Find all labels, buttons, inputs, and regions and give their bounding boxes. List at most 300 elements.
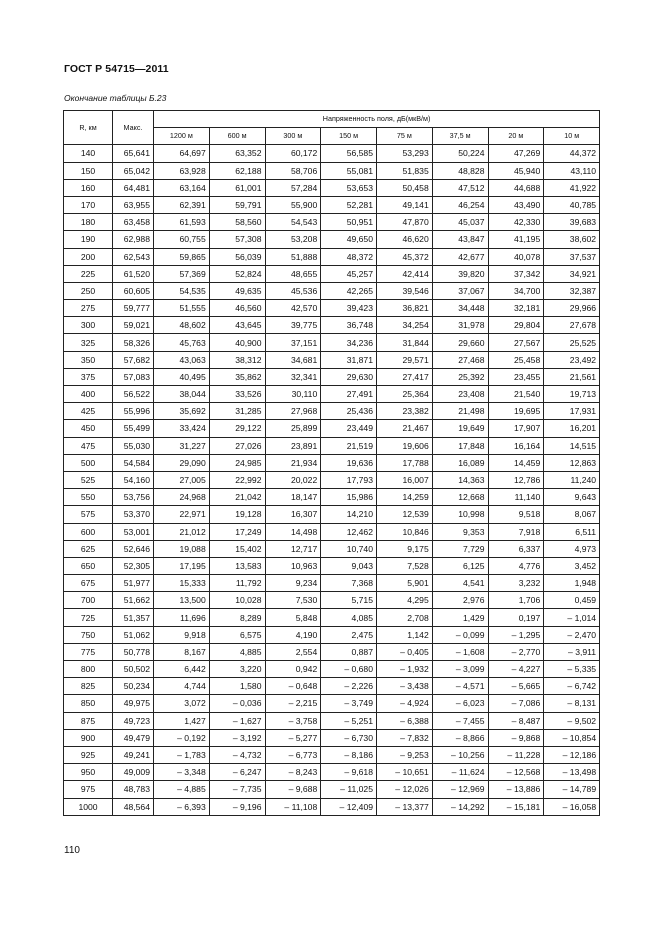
antenna-height-header: 10 м — [544, 128, 600, 145]
field-strength-cell: 37,067 — [432, 282, 488, 299]
field-strength-cell: 37,342 — [488, 265, 544, 282]
field-strength-cell: 38,312 — [209, 351, 265, 368]
max-value-cell: 62,988 — [113, 231, 154, 248]
field-strength-cell: – 6,023 — [432, 695, 488, 712]
field-strength-cell: – 14,292 — [432, 798, 488, 815]
field-strength-cell: 51,835 — [377, 162, 433, 179]
field-strength-cell: 35,862 — [209, 368, 265, 385]
field-strength-cell: 10,740 — [321, 540, 377, 557]
distance-cell: 925 — [64, 746, 113, 763]
field-strength-cell: 46,254 — [432, 196, 488, 213]
field-strength-cell: 41,922 — [544, 179, 600, 196]
field-strength-cell: 23,891 — [265, 437, 321, 454]
field-strength-cell: 0,459 — [544, 592, 600, 609]
field-strength-cell: 61,001 — [209, 179, 265, 196]
field-strength-cell: 27,005 — [154, 471, 210, 488]
field-strength-cell: – 3,758 — [265, 712, 321, 729]
field-strength-cell: – 0,680 — [321, 661, 377, 678]
field-strength-cell: – 1,627 — [209, 712, 265, 729]
field-strength-cell: – 2,470 — [544, 626, 600, 643]
field-strength-cell: – 3,099 — [432, 661, 488, 678]
field-strength-cell: 38,602 — [544, 231, 600, 248]
field-strength-cell: 27,968 — [265, 403, 321, 420]
field-strength-cell: 51,888 — [265, 248, 321, 265]
table-row — [64, 661, 600, 678]
field-strength-cell: 33,424 — [154, 420, 210, 437]
field-strength-cell: 29,630 — [321, 368, 377, 385]
field-strength-cell: 31,227 — [154, 437, 210, 454]
field-strength-cell: 9,918 — [154, 626, 210, 643]
field-strength-cell: – 0,405 — [377, 643, 433, 660]
distance-cell: 325 — [64, 334, 113, 351]
field-strength-cell: 5,715 — [321, 592, 377, 609]
field-strength-cell: 42,265 — [321, 282, 377, 299]
field-strength-cell: – 2,770 — [488, 643, 544, 660]
field-strength-cell: 37,151 — [265, 334, 321, 351]
field-strength-cell: 29,122 — [209, 420, 265, 437]
distance-cell: 675 — [64, 575, 113, 592]
field-strength-cell: – 7,832 — [377, 729, 433, 746]
table-row — [64, 368, 600, 385]
field-strength-cell: – 0,099 — [432, 626, 488, 643]
max-column-header: Макс. — [113, 111, 154, 145]
field-strength-cell: 44,372 — [544, 145, 600, 162]
field-strength-cell: 57,369 — [154, 265, 210, 282]
table-row — [64, 386, 600, 403]
field-strength-cell: – 9,688 — [265, 781, 321, 798]
field-strength-cell: 17,907 — [488, 420, 544, 437]
field-strength-cell: 27,468 — [432, 351, 488, 368]
field-strength-cell: – 9,618 — [321, 764, 377, 781]
field-strength-cell: 4,744 — [154, 678, 210, 695]
field-strength-cell: 59,791 — [209, 196, 265, 213]
antenna-height-header: 1200 м — [154, 128, 210, 145]
field-strength-cell: 34,254 — [377, 317, 433, 334]
distance-cell: 900 — [64, 729, 113, 746]
max-value-cell: 51,062 — [113, 626, 154, 643]
distance-cell: 450 — [64, 420, 113, 437]
max-value-cell: 55,996 — [113, 403, 154, 420]
field-strength-cell: 24,985 — [209, 454, 265, 471]
field-strength-cell: 20,022 — [265, 471, 321, 488]
max-value-cell: 53,370 — [113, 506, 154, 523]
max-value-cell: 51,662 — [113, 592, 154, 609]
field-strength-cell: 53,208 — [265, 231, 321, 248]
field-strength-cell: 21,540 — [488, 386, 544, 403]
antenna-height-header: 600 м — [209, 128, 265, 145]
field-strength-cell: 21,467 — [377, 420, 433, 437]
field-strength-cell: 4,776 — [488, 557, 544, 574]
field-strength-cell: 23,455 — [488, 368, 544, 385]
field-strength-group-header: Напряженность поля, дБ(мкВ/м) — [154, 111, 600, 128]
field-strength-cell: – 0,036 — [209, 695, 265, 712]
field-strength-cell: – 9,868 — [488, 729, 544, 746]
table-row — [64, 351, 600, 368]
field-strength-cell: 9,175 — [377, 540, 433, 557]
field-strength-cell: 25,458 — [488, 351, 544, 368]
max-value-cell: 50,502 — [113, 661, 154, 678]
max-value-cell: 63,458 — [113, 214, 154, 231]
field-strength-cell: 4,541 — [432, 575, 488, 592]
field-strength-cell: – 10,854 — [544, 729, 600, 746]
field-strength-cell: 9,353 — [432, 523, 488, 540]
field-strength-cell: 21,042 — [209, 489, 265, 506]
field-strength-cell: 12,786 — [488, 471, 544, 488]
distance-cell: 725 — [64, 609, 113, 626]
field-strength-cell: 57,284 — [265, 179, 321, 196]
field-strength-cell: – 1,783 — [154, 746, 210, 763]
distance-cell: 150 — [64, 162, 113, 179]
field-strength-cell: 39,546 — [377, 282, 433, 299]
field-strength-cell: 17,249 — [209, 523, 265, 540]
field-strength-cell: 3,452 — [544, 557, 600, 574]
distance-cell: 190 — [64, 231, 113, 248]
field-strength-cell: 60,755 — [154, 231, 210, 248]
field-strength-cell: 29,090 — [154, 454, 210, 471]
field-strength-cell: – 1,608 — [432, 643, 488, 660]
field-strength-cell: 6,442 — [154, 661, 210, 678]
field-strength-cell: 19,649 — [432, 420, 488, 437]
field-strength-cell: 16,201 — [544, 420, 600, 437]
field-strength-cell: 42,414 — [377, 265, 433, 282]
antenna-height-header: 75 м — [377, 128, 433, 145]
field-strength-cell: – 13,886 — [488, 781, 544, 798]
field-strength-cell: 4,190 — [265, 626, 321, 643]
distance-cell: 875 — [64, 712, 113, 729]
field-strength-cell: 46,620 — [377, 231, 433, 248]
field-strength-cell: 34,921 — [544, 265, 600, 282]
field-strength-cell: 55,900 — [265, 196, 321, 213]
field-strength-cell: 34,448 — [432, 300, 488, 317]
max-value-cell: 55,030 — [113, 437, 154, 454]
field-strength-cell: 7,729 — [432, 540, 488, 557]
field-strength-cell: 63,352 — [209, 145, 265, 162]
field-strength-cell: 47,269 — [488, 145, 544, 162]
field-strength-cell: 15,986 — [321, 489, 377, 506]
distance-cell: 1000 — [64, 798, 113, 815]
field-strength-cell: 27,567 — [488, 334, 544, 351]
field-strength-cell: 32,181 — [488, 300, 544, 317]
distance-cell: 700 — [64, 592, 113, 609]
field-strength-cell: 25,899 — [265, 420, 321, 437]
field-strength-cell: 56,585 — [321, 145, 377, 162]
field-strength-cell: 7,918 — [488, 523, 544, 540]
field-strength-cell: 11,696 — [154, 609, 210, 626]
distance-cell: 200 — [64, 248, 113, 265]
table-row — [64, 282, 600, 299]
field-strength-cell: 39,775 — [265, 317, 321, 334]
max-value-cell: 54,584 — [113, 454, 154, 471]
table-row — [64, 695, 600, 712]
field-strength-cell: 48,602 — [154, 317, 210, 334]
field-strength-cell: 17,931 — [544, 403, 600, 420]
field-strength-cell: 1,429 — [432, 609, 488, 626]
field-strength-cell: 17,793 — [321, 471, 377, 488]
table-row — [64, 798, 600, 815]
field-strength-cell: 43,063 — [154, 351, 210, 368]
field-strength-cell: 23,382 — [377, 403, 433, 420]
field-strength-cell: 12,462 — [321, 523, 377, 540]
field-strength-cell: 4,973 — [544, 540, 600, 557]
max-value-cell: 65,042 — [113, 162, 154, 179]
field-strength-cell: 19,695 — [488, 403, 544, 420]
table-row — [64, 231, 600, 248]
field-strength-cell: – 11,624 — [432, 764, 488, 781]
field-strength-cell: 47,512 — [432, 179, 488, 196]
field-strength-cell: – 3,749 — [321, 695, 377, 712]
field-strength-cell: 21,012 — [154, 523, 210, 540]
field-strength-cell: 0,197 — [488, 609, 544, 626]
field-strength-cell: 3,232 — [488, 575, 544, 592]
field-strength-cell: 50,458 — [377, 179, 433, 196]
field-strength-cell: – 8,186 — [321, 746, 377, 763]
distance-cell: 850 — [64, 695, 113, 712]
field-strength-cell: 39,683 — [544, 214, 600, 231]
field-strength-cell: – 16,058 — [544, 798, 600, 815]
table-row — [64, 403, 600, 420]
distance-cell: 225 — [64, 265, 113, 282]
field-strength-cell: 31,285 — [209, 403, 265, 420]
max-value-cell: 54,160 — [113, 471, 154, 488]
antenna-height-header: 150 м — [321, 128, 377, 145]
field-strength-cell: 6,511 — [544, 523, 600, 540]
field-strength-cell: 50,951 — [321, 214, 377, 231]
field-strength-cell: – 7,086 — [488, 695, 544, 712]
field-strength-cell: 0,942 — [265, 661, 321, 678]
field-strength-cell: 37,537 — [544, 248, 600, 265]
max-value-cell: 56,522 — [113, 386, 154, 403]
field-strength-cell: 9,643 — [544, 489, 600, 506]
field-strength-cell: 5,848 — [265, 609, 321, 626]
field-strength-cell: 9,043 — [321, 557, 377, 574]
field-strength-cell: 1,142 — [377, 626, 433, 643]
field-strength-cell: – 5,335 — [544, 661, 600, 678]
field-strength-cell: 50,224 — [432, 145, 488, 162]
field-strength-cell: – 8,866 — [432, 729, 488, 746]
field-strength-cell: 4,885 — [209, 643, 265, 660]
field-strength-cell: – 9,196 — [209, 798, 265, 815]
field-strength-cell: 16,307 — [265, 506, 321, 523]
table-row — [64, 162, 600, 179]
field-strength-cell: 1,580 — [209, 678, 265, 695]
max-value-cell: 48,564 — [113, 798, 154, 815]
table-row — [64, 678, 600, 695]
field-strength-cell: 32,387 — [544, 282, 600, 299]
field-strength-cell: 6,337 — [488, 540, 544, 557]
max-value-cell: 50,778 — [113, 643, 154, 660]
field-strength-cell: 17,195 — [154, 557, 210, 574]
field-strength-cell: 40,078 — [488, 248, 544, 265]
distance-cell: 140 — [64, 145, 113, 162]
field-strength-cell: 12,863 — [544, 454, 600, 471]
field-strength-cell: 57,308 — [209, 231, 265, 248]
field-strength-cell: 6,575 — [209, 626, 265, 643]
table-row — [64, 643, 600, 660]
field-strength-cell: 19,713 — [544, 386, 600, 403]
field-strength-cell: 13,583 — [209, 557, 265, 574]
field-strength-cell: – 11,108 — [265, 798, 321, 815]
distance-cell: 825 — [64, 678, 113, 695]
field-strength-cell: 39,820 — [432, 265, 488, 282]
max-value-cell: 52,646 — [113, 540, 154, 557]
field-strength-cell: 43,110 — [544, 162, 600, 179]
field-strength-cell: 2,554 — [265, 643, 321, 660]
field-strength-cell: 2,475 — [321, 626, 377, 643]
max-value-cell: 60,605 — [113, 282, 154, 299]
table-row — [64, 179, 600, 196]
max-value-cell: 59,777 — [113, 300, 154, 317]
field-strength-cell: – 4,885 — [154, 781, 210, 798]
distance-cell: 160 — [64, 179, 113, 196]
field-strength-cell: 3,072 — [154, 695, 210, 712]
field-strength-cell: 21,934 — [265, 454, 321, 471]
max-value-cell: 62,543 — [113, 248, 154, 265]
field-strength-cell: 29,571 — [377, 351, 433, 368]
field-strength-cell: 63,164 — [154, 179, 210, 196]
table-row — [64, 781, 600, 798]
distance-cell: 550 — [64, 489, 113, 506]
table-row — [64, 626, 600, 643]
distance-cell: 275 — [64, 300, 113, 317]
field-strength-cell: – 6,742 — [544, 678, 600, 695]
field-strength-cell: – 12,186 — [544, 746, 600, 763]
field-strength-cell: 54,535 — [154, 282, 210, 299]
field-strength-cell: 21,519 — [321, 437, 377, 454]
field-strength-cell: 45,372 — [377, 248, 433, 265]
field-strength-cell: 40,495 — [154, 368, 210, 385]
field-strength-cell: 46,560 — [209, 300, 265, 317]
field-strength-cell: 36,748 — [321, 317, 377, 334]
antenna-height-header: 37,5 м — [432, 128, 488, 145]
field-strength-cell: 42,330 — [488, 214, 544, 231]
field-strength-cell: 52,824 — [209, 265, 265, 282]
field-strength-cell: 43,490 — [488, 196, 544, 213]
distance-cell: 300 — [64, 317, 113, 334]
distance-cell: 525 — [64, 471, 113, 488]
table-row — [64, 523, 600, 540]
field-strength-cell: 11,792 — [209, 575, 265, 592]
field-strength-cell: 59,865 — [154, 248, 210, 265]
field-strength-cell: 42,570 — [265, 300, 321, 317]
max-value-cell: 64,481 — [113, 179, 154, 196]
field-strength-cell: 31,844 — [377, 334, 433, 351]
table-row — [64, 145, 600, 162]
table-row — [64, 712, 600, 729]
field-strength-cell: – 11,025 — [321, 781, 377, 798]
field-strength-cell: – 1,295 — [488, 626, 544, 643]
field-strength-cell: 35,692 — [154, 403, 210, 420]
field-strength-cell: 14,515 — [544, 437, 600, 454]
field-strength-cell: 30,110 — [265, 386, 321, 403]
page-number: 110 — [64, 845, 80, 856]
table-row — [64, 317, 600, 334]
distance-cell: 375 — [64, 368, 113, 385]
field-strength-cell: 48,828 — [432, 162, 488, 179]
distance-cell: 350 — [64, 351, 113, 368]
field-strength-cell: 42,677 — [432, 248, 488, 265]
field-strength-cell: 22,971 — [154, 506, 210, 523]
field-strength-cell: 58,706 — [265, 162, 321, 179]
field-strength-cell: 34,681 — [265, 351, 321, 368]
field-strength-cell: 39,423 — [321, 300, 377, 317]
field-strength-cell: 2,708 — [377, 609, 433, 626]
field-strength-cell: 24,968 — [154, 489, 210, 506]
distance-cell: 750 — [64, 626, 113, 643]
field-strength-cell: 49,141 — [377, 196, 433, 213]
field-strength-cell: – 3,192 — [209, 729, 265, 746]
field-strength-cell: 40,900 — [209, 334, 265, 351]
field-strength-cell: 58,560 — [209, 214, 265, 231]
table-row — [64, 471, 600, 488]
field-strength-cell: 44,688 — [488, 179, 544, 196]
field-strength-cell: 12,539 — [377, 506, 433, 523]
table-row — [64, 214, 600, 231]
field-strength-cell: 19,636 — [321, 454, 377, 471]
field-strength-cell: 48,372 — [321, 248, 377, 265]
field-strength-cell: – 12,409 — [321, 798, 377, 815]
field-strength-cell: 47,870 — [377, 214, 433, 231]
max-value-cell: 53,001 — [113, 523, 154, 540]
field-strength-cell: 2,976 — [432, 592, 488, 609]
table-row — [64, 557, 600, 574]
table-body — [64, 145, 600, 815]
field-strength-cell: 1,706 — [488, 592, 544, 609]
field-strength-cell: – 5,277 — [265, 729, 321, 746]
field-strength-cell: – 1,014 — [544, 609, 600, 626]
field-strength-cell: – 2,226 — [321, 678, 377, 695]
field-strength-cell: 14,498 — [265, 523, 321, 540]
field-strength-cell: 16,164 — [488, 437, 544, 454]
field-strength-cell: 13,500 — [154, 592, 210, 609]
field-strength-cell: 45,536 — [265, 282, 321, 299]
field-strength-cell: 32,341 — [265, 368, 321, 385]
field-strength-cell: 29,966 — [544, 300, 600, 317]
max-value-cell: 58,326 — [113, 334, 154, 351]
max-value-cell: 49,723 — [113, 712, 154, 729]
field-strength-cell: 31,871 — [321, 351, 377, 368]
max-value-cell: 49,975 — [113, 695, 154, 712]
field-strength-cell: 17,788 — [377, 454, 433, 471]
distance-cell: 600 — [64, 523, 113, 540]
distance-cell: 250 — [64, 282, 113, 299]
field-strength-cell: – 12,568 — [488, 764, 544, 781]
field-strength-cell: 1,427 — [154, 712, 210, 729]
field-strength-cell: 45,037 — [432, 214, 488, 231]
field-strength-cell: 60,172 — [265, 145, 321, 162]
distance-cell: 650 — [64, 557, 113, 574]
distance-cell: 800 — [64, 661, 113, 678]
field-strength-cell: 7,368 — [321, 575, 377, 592]
field-strength-cell: – 2,215 — [265, 695, 321, 712]
field-strength-cell: 43,645 — [209, 317, 265, 334]
table-row — [64, 575, 600, 592]
field-strength-cell: 6,125 — [432, 557, 488, 574]
max-value-cell: 50,234 — [113, 678, 154, 695]
field-strength-cell: – 3,348 — [154, 764, 210, 781]
field-strength-cell: 21,498 — [432, 403, 488, 420]
field-strength-cell: – 6,388 — [377, 712, 433, 729]
field-strength-cell: 11,240 — [544, 471, 600, 488]
field-strength-cell: – 4,571 — [432, 678, 488, 695]
table-row — [64, 746, 600, 763]
field-strength-cell: – 5,251 — [321, 712, 377, 729]
field-strength-cell: – 3,911 — [544, 643, 600, 660]
field-strength-cell: 8,289 — [209, 609, 265, 626]
field-strength-cell: – 9,253 — [377, 746, 433, 763]
field-strength-cell: 36,821 — [377, 300, 433, 317]
field-strength-cell: 27,026 — [209, 437, 265, 454]
distance-cell: 475 — [64, 437, 113, 454]
